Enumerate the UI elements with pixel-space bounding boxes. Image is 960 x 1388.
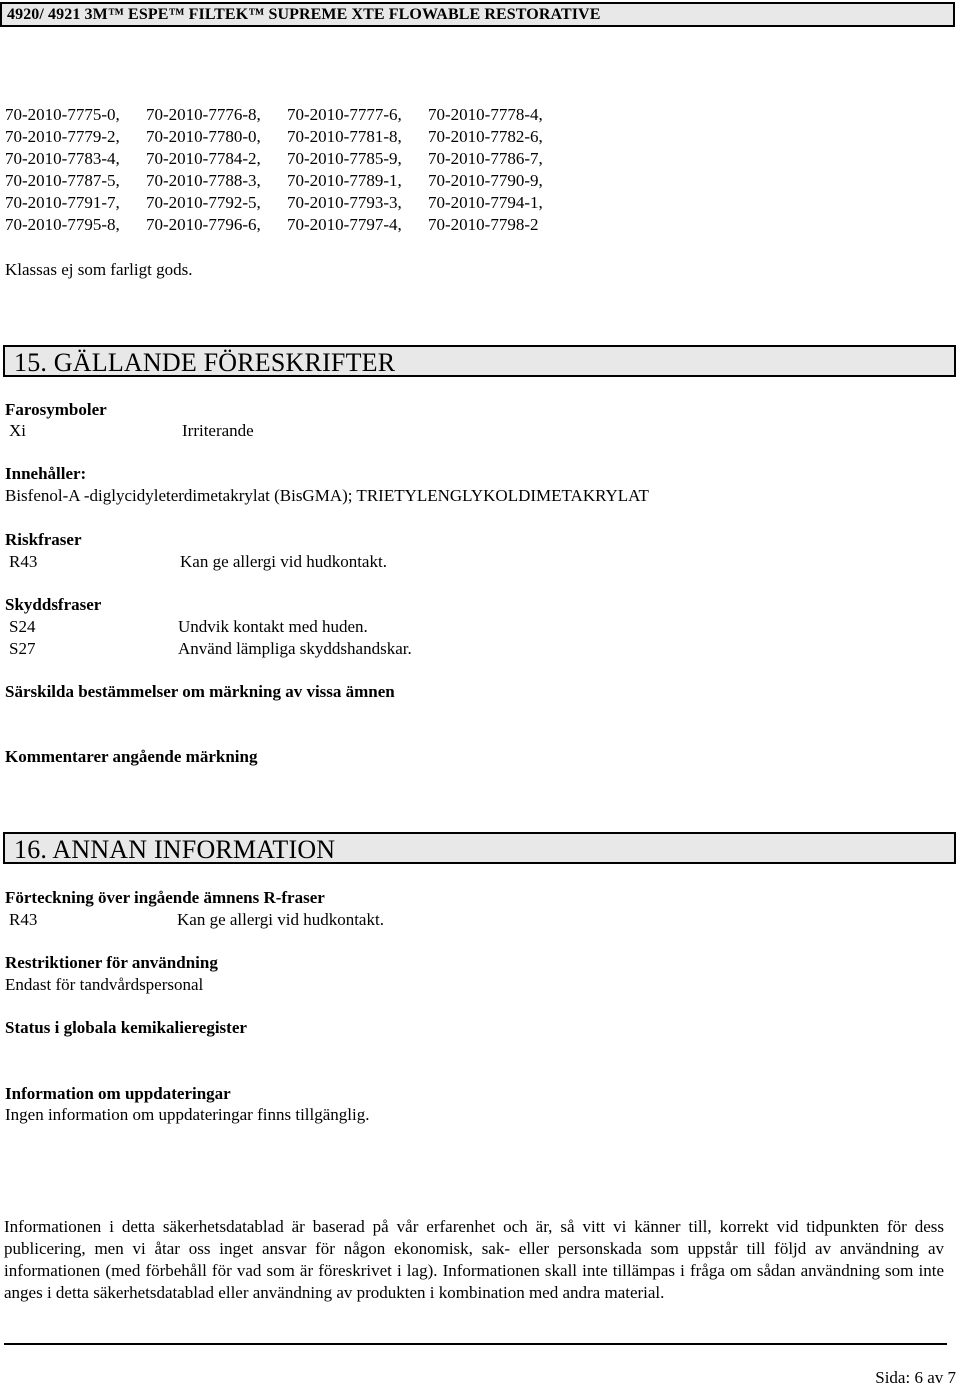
risk-phrases-heading: Riskfraser [5, 530, 82, 549]
hazard-symbols-heading: Farosymboler [5, 400, 107, 419]
product-number: 70-2010-7787-5, [5, 171, 120, 190]
product-number: 70-2010-7792-5, [146, 193, 261, 212]
product-number: 70-2010-7778-4, [428, 105, 543, 124]
r-phrases-list-heading: Förteckning över ingående ämnens R-fraser [5, 888, 325, 907]
hazard-symbol-text: Irriterande [182, 421, 254, 440]
product-number: 70-2010-7784-2, [146, 149, 261, 168]
product-number: 70-2010-7780-0, [146, 127, 261, 146]
safety-phrase-code: S27 [9, 639, 36, 658]
special-labelling-heading: Särskilda bestämmelser om märkning av vissa ämnen [5, 682, 395, 701]
product-number: 70-2010-7796-6, [146, 215, 261, 234]
product-number: 70-2010-7779-2, [5, 127, 120, 146]
safety-phrase-text: Använd lämpliga skyddshandskar. [178, 639, 412, 658]
usage-restrictions-heading: Restriktioner för användning [5, 953, 218, 972]
footer-divider [4, 1343, 947, 1345]
document-header [0, 2, 955, 27]
product-number: 70-2010-7777-6, [287, 105, 402, 124]
product-number: 70-2010-7783-4, [5, 149, 120, 168]
product-number: 70-2010-7788-3, [146, 171, 261, 190]
r-phrase-text: Kan ge allergi vid hudkontakt. [177, 910, 384, 929]
product-number: 70-2010-7794-1, [428, 193, 543, 212]
section-15-header [3, 345, 956, 377]
product-number: 70-2010-7782-6, [428, 127, 543, 146]
document-title: 4920/ 4921 3M™ ESPE™ FILTEK™ SUPREME XTE FLOWABLE RESTORATIVE [7, 6, 601, 23]
disclaimer-paragraph: Informationen i detta säkerhetsdatablad är baserad på vår erfarenhet och är, så vitt vi känner till, korrekt vid tidpunkten för dess publicering, men vi åtar oss inget ansvar för någon ekonomisk, sak- eller personskada som uppstår till följd av användning av informationen (med förbehåll för vad som är föreskrivet i lag). Informationen skall inte tillämpas i fråga om sådan användning som inte anges i detta säkerhetsdatablad eller användning av produkten i kombination med andra material. [4, 1217, 944, 1302]
risk-phrase-text: Kan ge allergi vid hudkontakt. [180, 552, 387, 571]
product-number: 70-2010-7793-3, [287, 193, 402, 212]
section-16-header [3, 832, 956, 864]
section-15-title: 15. GÄLLANDE FÖRESKRIFTER [14, 348, 396, 377]
product-number: 70-2010-7790-9, [428, 171, 543, 190]
r-phrase-code: R43 [9, 910, 38, 929]
page-number: Sida: 6 av 7 [875, 1368, 956, 1387]
global-inventory-status-heading: Status i globala kemikalieregister [5, 1018, 247, 1037]
product-number: 70-2010-7798-2 [428, 215, 539, 234]
product-number: 70-2010-7786-7, [428, 149, 543, 168]
product-number: 70-2010-7795-8, [5, 215, 120, 234]
product-number: 70-2010-7789-1, [287, 171, 402, 190]
product-number: 70-2010-7791-7, [5, 193, 120, 212]
transport-note: Klassas ej som farligt gods. [5, 260, 193, 279]
product-number: 70-2010-7785-9, [287, 149, 402, 168]
product-number: 70-2010-7776-8, [146, 105, 261, 124]
labelling-comments-heading: Kommentarer angående märkning [5, 747, 258, 766]
section-16-title: 16. ANNAN INFORMATION [14, 835, 336, 864]
safety-phrase-text: Undvik kontakt med huden. [178, 617, 368, 636]
product-number: 70-2010-7781-8, [287, 127, 402, 146]
usage-restrictions-text: Endast för tandvårdspersonal [5, 975, 204, 994]
update-info-text: Ingen information om uppdateringar finns tillgänglig. [5, 1105, 370, 1124]
product-number: 70-2010-7797-4, [287, 215, 402, 234]
product-number: 70-2010-7775-0, [5, 105, 120, 124]
update-info-heading: Information om uppdateringar [5, 1084, 231, 1103]
risk-phrase-code: R43 [9, 552, 38, 571]
safety-phrases-heading: Skyddsfraser [5, 595, 102, 614]
hazard-symbol-code: Xi [9, 421, 26, 440]
contains-heading: Innehåller: [5, 464, 87, 483]
contains-text: Bisfenol-A -diglycidyleterdimetakrylat (BisGMA); TRIETYLENGLYKOLDIMETAKRYLAT [5, 486, 649, 505]
safety-phrase-code: S24 [9, 617, 36, 636]
